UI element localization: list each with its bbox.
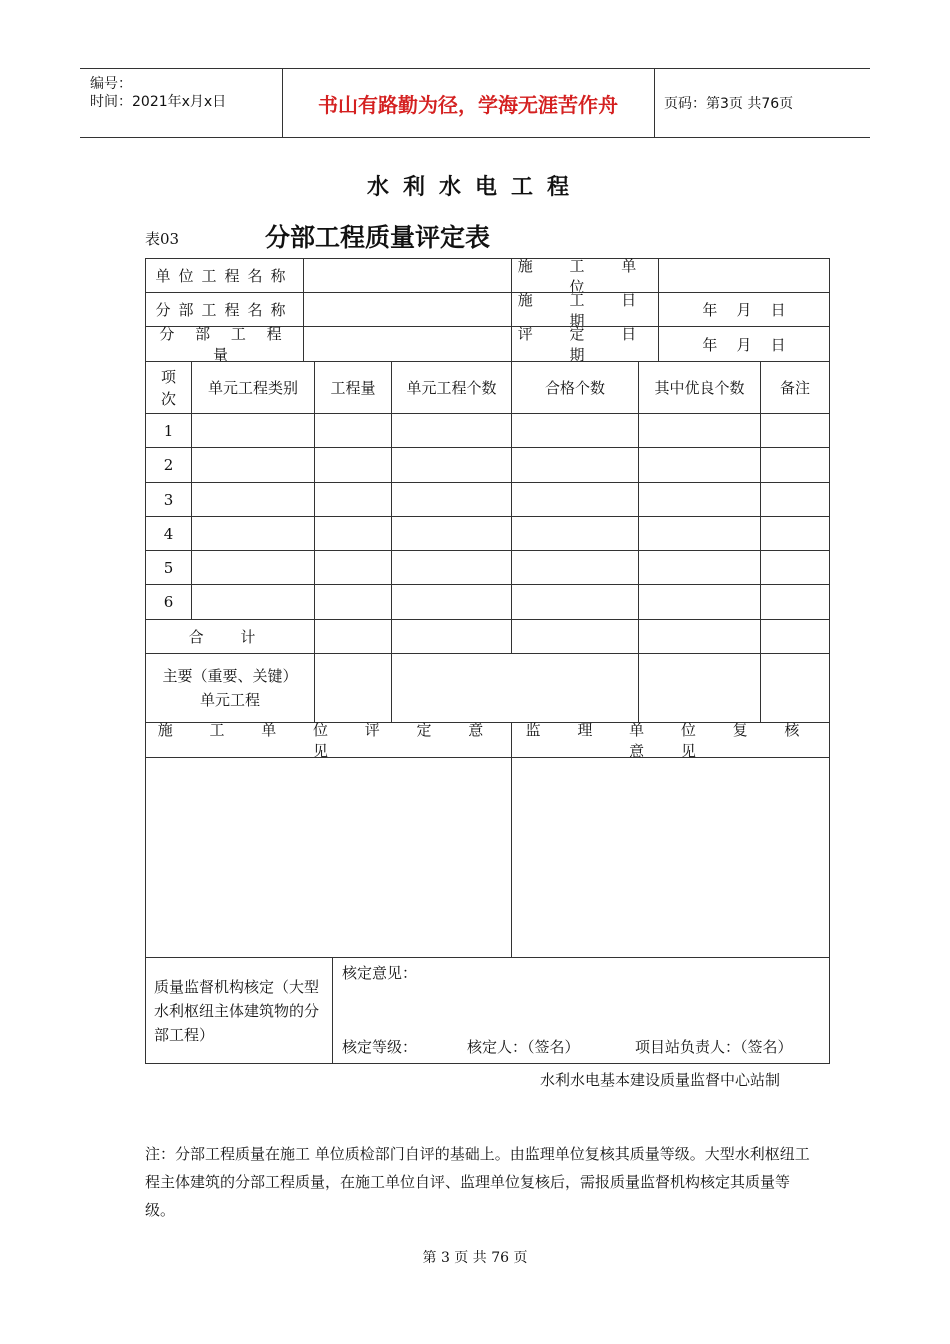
page-header [80, 68, 870, 138]
table-cell[interactable] [638, 619, 761, 654]
table-cell[interactable] [511, 413, 639, 448]
table-cell[interactable] [314, 584, 392, 620]
table-cell[interactable] [760, 653, 830, 723]
verify-grade-label: 核定等级： [342, 1038, 418, 1056]
header-meta [80, 69, 283, 137]
table-cell[interactable] [760, 482, 830, 517]
unit-project-name-label: 单位工程名称 [145, 258, 304, 293]
table-cell[interactable] [314, 516, 392, 551]
construction-unit-field[interactable] [658, 258, 830, 293]
construction-opinion-header: 施 工 单 位 评 定 意 见 [145, 722, 512, 758]
table-cell[interactable] [391, 550, 512, 585]
verify-opinion-label: 核定意见： [342, 964, 418, 982]
table-cell[interactable] [638, 482, 761, 517]
header-page-info: 页码：第3页 共76页 [664, 96, 794, 112]
table-cell[interactable] [391, 653, 639, 723]
sub-project-quantity-field[interactable] [303, 326, 512, 362]
footer-page-number: 第 3 页 共 76 页 [422, 1250, 528, 1266]
quality-agency-label: 质量监督机构核定（大型水利枢纽主体建筑物的分部工程） [145, 957, 333, 1064]
document-title: 水利水电工程 [366, 175, 583, 200]
station-head-signature-label: 项目站负责人：（签名） [635, 1038, 793, 1056]
main-units-label-line2: 单元工程 [199, 691, 260, 709]
table-cell[interactable] [314, 653, 392, 723]
table-cell[interactable] [314, 413, 392, 448]
table-cell[interactable] [638, 550, 761, 585]
column-quantity: 工程量 [314, 361, 392, 414]
table-cell[interactable] [191, 413, 315, 448]
document-time-label: 时间：2021年x月x日 [90, 94, 227, 110]
document-number-label: 编号： [90, 76, 132, 92]
table-cell[interactable] [314, 447, 392, 483]
column-item-no: 项次 [145, 361, 192, 414]
construction-opinion-area[interactable] [145, 757, 512, 958]
column-excellent: 其中优良个数 [638, 361, 761, 414]
row-number: 1 [145, 413, 192, 448]
column-unit-type: 单元工程类别 [191, 361, 315, 414]
column-remarks: 备注 [760, 361, 830, 414]
sub-project-quantity-label: 分 部 工 程 量 [145, 326, 304, 362]
construction-date-label: 施 工 日 期 [511, 292, 659, 327]
table-cell[interactable] [511, 619, 639, 654]
table-cell[interactable] [191, 550, 315, 585]
table-cell[interactable] [760, 516, 830, 551]
table-cell[interactable] [391, 516, 512, 551]
table-cell[interactable] [391, 619, 512, 654]
row-number: 3 [145, 482, 192, 517]
unit-project-name-field[interactable] [303, 258, 512, 293]
table-cell[interactable] [638, 413, 761, 448]
table-cell[interactable] [191, 447, 315, 483]
table-cell[interactable] [314, 482, 392, 517]
evaluation-date-label: 评 定 日 期 [511, 326, 659, 362]
table-cell[interactable] [314, 619, 392, 654]
row-number: 6 [145, 584, 192, 620]
table-cell[interactable] [638, 516, 761, 551]
sub-project-name-field[interactable] [303, 292, 512, 327]
row-number: 4 [145, 516, 192, 551]
table-title: 分部工程质量评定表 [265, 223, 491, 252]
table-cell[interactable] [511, 447, 639, 483]
column-unit-count: 单元工程个数 [391, 361, 512, 414]
table-cell[interactable] [511, 550, 639, 585]
row-number: 5 [145, 550, 192, 585]
table-cell[interactable] [391, 413, 512, 448]
note-text: 注：分部工程质量在施工 单位质检部门自评的基础上。由监理单位复核其质量等级。大型水利枢纽工程主体建筑的分部工程质量，在施工单位自评、监理单位复核后，需报质量监督机构核定其质量等级。 [145, 1145, 810, 1219]
table-cell[interactable] [191, 516, 315, 551]
header-motto: 书山有路勤为径，学海无涯苦作舟 [282, 69, 655, 137]
table-cell[interactable] [391, 447, 512, 483]
table-cell[interactable] [760, 550, 830, 585]
table-cell[interactable] [760, 584, 830, 620]
issuer-label: 水利水电基本建设质量监督中心站制 [540, 1071, 781, 1089]
table-cell[interactable] [391, 584, 512, 620]
table-cell[interactable] [760, 413, 830, 448]
table-cell[interactable] [511, 584, 639, 620]
table-cell[interactable] [638, 584, 761, 620]
table-cell[interactable] [638, 447, 761, 483]
table-cell[interactable] [638, 653, 761, 723]
table-number: 表03 [145, 230, 180, 248]
supervision-opinion-header: 监 理 单 位 复 核 意 见 [511, 722, 830, 758]
table-cell[interactable] [314, 550, 392, 585]
table-cell[interactable] [760, 619, 830, 654]
supervision-opinion-area[interactable] [511, 757, 830, 958]
table-cell[interactable] [511, 482, 639, 517]
table-cell[interactable] [760, 447, 830, 483]
main-units-label [145, 653, 315, 723]
table-cell[interactable] [191, 482, 315, 517]
evaluation-date-field[interactable]: 年 月 日 [658, 326, 830, 362]
sub-project-name-label: 分部工程名称 [145, 292, 304, 327]
construction-date-field[interactable]: 年 月 日 [658, 292, 830, 327]
table-cell[interactable] [191, 584, 315, 620]
table-cell[interactable] [391, 482, 512, 517]
column-qualified: 合格个数 [511, 361, 639, 414]
table-cell[interactable] [511, 516, 639, 551]
row-number: 2 [145, 447, 192, 483]
main-units-label-line1: 主要（重要、关键） [162, 667, 298, 685]
construction-unit-label: 施 工 单 位 [511, 258, 659, 293]
verifier-signature-label: 核定人：（签名） [467, 1038, 580, 1056]
total-label: 合 计 [145, 619, 315, 654]
